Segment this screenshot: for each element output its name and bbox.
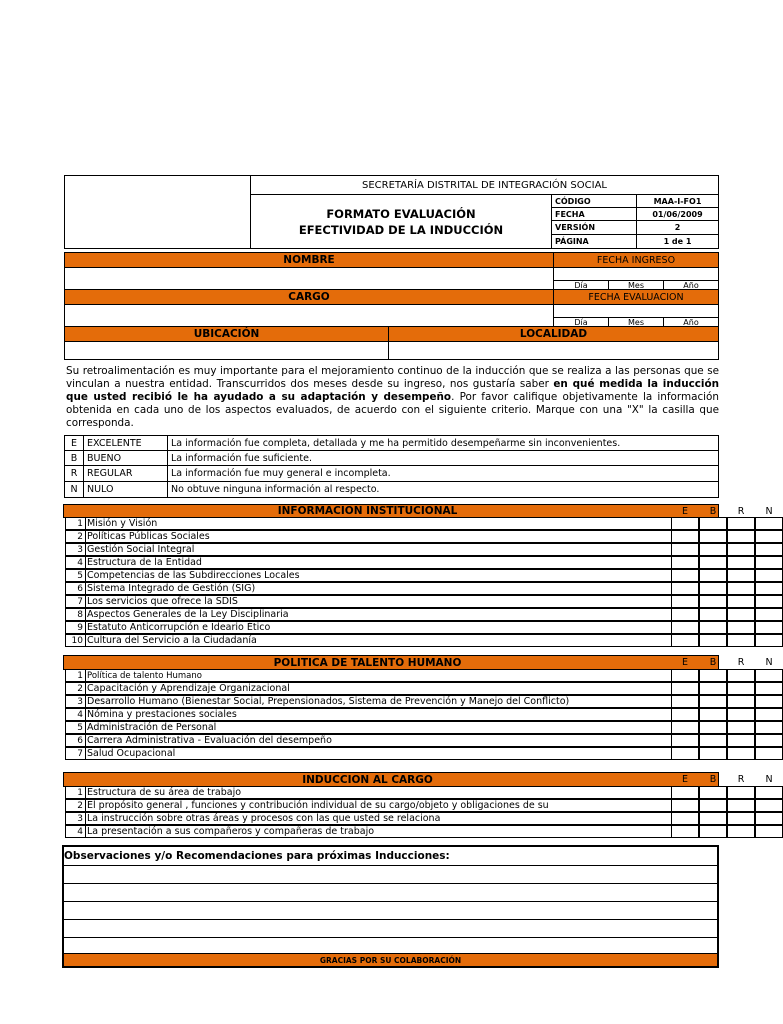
rating-col-b: B: [709, 657, 717, 668]
criteria-code: R: [64, 465, 84, 482]
meta-label: PÁGINA: [551, 234, 637, 249]
rating-cell-n[interactable]: [755, 543, 783, 556]
table-row: [65, 799, 718, 812]
table-row: [65, 634, 718, 647]
row-number: 10: [65, 634, 86, 647]
rating-cell-b[interactable]: [699, 608, 727, 621]
rating-cell-r[interactable]: [727, 721, 755, 734]
rating-cell-e[interactable]: [671, 608, 699, 621]
footer-thanks: GRACIAS POR SU COLABORACIÓN: [64, 953, 717, 966]
rating-cell-n[interactable]: [755, 669, 783, 682]
fecha-ingreso-field[interactable]: [553, 267, 719, 281]
rating-cell-e[interactable]: [671, 595, 699, 608]
rating-cell-b[interactable]: [699, 669, 727, 682]
ubicacion-header: UBICACIÓN: [64, 326, 389, 342]
table-row: [65, 517, 718, 530]
rating-cell-e[interactable]: [671, 695, 699, 708]
row-label: Cultura del Servicio a la Ciudadanía: [85, 634, 672, 647]
rating-cell-n[interactable]: [755, 786, 783, 799]
dia-label: Día: [553, 280, 609, 290]
row-number: 4: [65, 825, 86, 838]
rating-col-e: E: [681, 505, 688, 517]
row-label: Los servicios que ofrece la SDIS: [85, 595, 672, 608]
row-number: 4: [65, 708, 86, 721]
rating-cell-n[interactable]: [755, 634, 783, 647]
section-cargo-header: [63, 772, 773, 787]
rating-cell-n[interactable]: [755, 517, 783, 530]
rating-cell-n[interactable]: [755, 708, 783, 721]
rating-cell-r[interactable]: [727, 556, 755, 569]
row-number: 8: [65, 608, 86, 621]
intro-text-bold: en qué medida la inducción que usted recibió le ha ayudado a su adaptación y desempeño: [66, 378, 720, 403]
rating-cell-r[interactable]: [727, 799, 755, 812]
ubicacion-field[interactable]: [64, 341, 389, 360]
rating-cell-r[interactable]: [727, 682, 755, 695]
rating-cell-n[interactable]: [755, 747, 783, 760]
row-number: 3: [65, 543, 86, 556]
rating-cell-e[interactable]: [671, 569, 699, 582]
table-row: [65, 708, 718, 721]
rating-col-b: B: [709, 505, 717, 517]
row-label: Estructura de la Entidad: [85, 556, 672, 569]
section-title: POLITICA DE TALENTO HUMANO: [273, 656, 462, 669]
rating-cell-r[interactable]: [727, 608, 755, 621]
section-title: INDUCCION AL CARGO: [302, 773, 433, 786]
row-label: La presentación a sus compañeros y compañeras de trabajo: [85, 825, 672, 838]
rating-cell-n[interactable]: [755, 721, 783, 734]
rating-col-e: E: [681, 657, 688, 668]
rating-cell-r[interactable]: [727, 595, 755, 608]
header-title-box: [250, 194, 552, 249]
row-number: 4: [65, 556, 86, 569]
row-number: 3: [65, 695, 86, 708]
rating-cell-r[interactable]: [727, 517, 755, 530]
rating-cell-n[interactable]: [755, 695, 783, 708]
row-number: 5: [65, 569, 86, 582]
table-row: [65, 582, 718, 595]
row-number: 5: [65, 721, 86, 734]
section-title: INFORMACION INSTITUCIONAL: [277, 505, 458, 517]
row-number: 2: [65, 682, 86, 695]
row-number: 9: [65, 621, 86, 634]
row-label: Políticas Públicas Sociales: [85, 530, 672, 543]
criteria-name: REGULAR: [83, 465, 168, 482]
rating-cell-e[interactable]: [671, 556, 699, 569]
observaciones-line[interactable]: [64, 865, 717, 883]
header-title-line2: EFECTIVIDAD DE LA INDUCCIÓN: [298, 222, 504, 237]
rating-cell-e[interactable]: [671, 517, 699, 530]
rating-cell-b[interactable]: [699, 582, 727, 595]
rating-cell-n[interactable]: [755, 682, 783, 695]
rating-cell-e[interactable]: [671, 543, 699, 556]
table-row: [65, 556, 718, 569]
rating-cell-n[interactable]: [755, 734, 783, 747]
criteria-name: BUENO: [83, 450, 168, 466]
rating-col-n: N: [765, 505, 773, 517]
rating-cell-r[interactable]: [727, 734, 755, 747]
rating-cell-e[interactable]: [671, 825, 699, 838]
rating-cell-e[interactable]: [671, 621, 699, 634]
meta-label: VERSIÓN: [551, 220, 637, 235]
rating-cell-e[interactable]: [671, 634, 699, 647]
criteria-code: N: [64, 481, 84, 498]
cargo-field[interactable]: [64, 304, 554, 327]
criteria-desc: La información fue completa, detallada y me ha permitido desempeñarme sin inconvenientes.: [167, 435, 719, 451]
rating-cell-n[interactable]: [755, 812, 783, 825]
mes-label: Mes: [608, 317, 664, 327]
rating-cell-b[interactable]: [699, 825, 727, 838]
meta-label: FECHA: [551, 207, 637, 221]
row-label: Misión y Visión: [85, 517, 672, 530]
table-row: [65, 825, 718, 838]
observaciones-box: [62, 845, 719, 968]
rating-cell-n[interactable]: [755, 530, 783, 543]
rating-col-r: R: [737, 657, 745, 668]
row-label: Desarrollo Humano (Bienestar Social, Prepensionados, Sistema de Prevención y Manejo del Conflicto): [85, 695, 672, 708]
rating-col-e: E: [681, 774, 688, 785]
rating-cell-n[interactable]: [755, 556, 783, 569]
rating-cell-b[interactable]: [699, 799, 727, 812]
meta-value: 1 de 1: [636, 234, 719, 249]
localidad-header: LOCALIDAD: [388, 326, 719, 342]
criteria-code: B: [64, 450, 84, 466]
rating-cell-e[interactable]: [671, 786, 699, 799]
rating-cell-n[interactable]: [755, 621, 783, 634]
table-row: [65, 621, 718, 634]
row-label: Competencias de las Subdirecciones Locales: [85, 569, 672, 582]
criteria-desc: La información fue suficiente.: [167, 450, 719, 466]
row-number: 6: [65, 734, 86, 747]
rating-col-n: N: [765, 657, 773, 668]
intro-text-2: . Por favor califique objetivamente la información obtenida en cada uno de los aspectos evaluados, de acuerdo con el siguiente criterio. Marque con una "X" la casilla que corresponda.: [66, 391, 720, 429]
table-row: [65, 721, 718, 734]
table-row: [65, 682, 718, 695]
rating-cell-r[interactable]: [727, 621, 755, 634]
intro-text-1: Su retroalimentación es muy importante para el mejoramiento continuo de la inducción que se realiza a las personas que se vinculan a nuestra entidad. Transcurridos dos meses desde su ingreso, nos gustaría saber: [66, 365, 719, 390]
rating-col-b: B: [709, 774, 717, 785]
intro-paragraph: [66, 365, 719, 430]
rating-cell-e[interactable]: [671, 747, 699, 760]
row-label: La instrucción sobre otras áreas y procesos con las que usted se relaciona: [85, 812, 672, 825]
anio-label: Año: [663, 317, 719, 327]
rating-cell-n[interactable]: [755, 582, 783, 595]
row-label: Salud Ocupacional: [85, 747, 672, 760]
rating-cell-r[interactable]: [727, 634, 755, 647]
row-label: Administración de Personal: [85, 721, 672, 734]
rating-cell-r[interactable]: [727, 786, 755, 799]
table-row: [65, 734, 718, 747]
observaciones-line[interactable]: [64, 919, 717, 937]
rating-cell-r[interactable]: [727, 708, 755, 721]
rating-cell-r[interactable]: [727, 530, 755, 543]
rating-cell-b[interactable]: [699, 621, 727, 634]
rating-cell-b[interactable]: [699, 530, 727, 543]
criteria-desc: La información fue muy general e incompleta.: [167, 465, 719, 482]
rating-cell-e[interactable]: [671, 812, 699, 825]
header-logo-box: [64, 175, 251, 249]
rating-cell-e[interactable]: [671, 530, 699, 543]
rating-cell-b[interactable]: [699, 543, 727, 556]
meta-value: 01/06/2009: [636, 207, 719, 221]
row-number: 3: [65, 812, 86, 825]
rating-cell-n[interactable]: [755, 569, 783, 582]
row-number: 6: [65, 582, 86, 595]
rating-cell-r[interactable]: [727, 812, 755, 825]
row-number: 1: [65, 517, 86, 530]
localidad-field[interactable]: [388, 341, 719, 360]
criteria-name: NULO: [83, 481, 168, 498]
observaciones-label: Observaciones y/o Recomendaciones para próximas Inducciones:: [64, 850, 450, 862]
rating-cell-b[interactable]: [699, 721, 727, 734]
row-label: El propósito general , funciones y contribución individual de su cargo/objeto y obligaciones de su: [85, 799, 672, 812]
observaciones-line[interactable]: [64, 883, 717, 901]
rating-cell-r[interactable]: [727, 825, 755, 838]
rating-cell-e[interactable]: [671, 582, 699, 595]
fecha-evaluacion-field[interactable]: [553, 304, 719, 318]
table-row: [65, 695, 718, 708]
rating-cell-n[interactable]: [755, 595, 783, 608]
meta-value: 2: [636, 220, 719, 235]
rating-cell-b[interactable]: [699, 812, 727, 825]
rating-cell-e[interactable]: [671, 799, 699, 812]
rating-cell-b[interactable]: [699, 695, 727, 708]
rating-cell-b[interactable]: [699, 556, 727, 569]
row-label: Estructura de su área de trabajo: [85, 786, 672, 799]
cargo-header: CARGO: [64, 289, 554, 305]
row-number: 1: [65, 786, 86, 799]
observaciones-line[interactable]: [64, 901, 717, 919]
row-number: 7: [65, 747, 86, 760]
observaciones-line[interactable]: [64, 937, 717, 953]
row-label: Gestión Social Integral: [85, 543, 672, 556]
table-row: [65, 595, 718, 608]
fecha-ingreso-header: FECHA INGRESO: [553, 252, 719, 268]
nombre-header: NOMBRE: [64, 252, 554, 268]
row-number: 2: [65, 799, 86, 812]
rating-cell-b[interactable]: [699, 747, 727, 760]
meta-label: CÓDIGO: [551, 194, 637, 208]
rating-cell-b[interactable]: [699, 517, 727, 530]
criteria-desc: No obtuve ninguna información al respecto.: [167, 481, 719, 498]
row-label: Aspectos Generales de la Ley Disciplinaria: [85, 608, 672, 621]
nombre-field[interactable]: [64, 267, 554, 290]
table-row: [65, 747, 718, 760]
rating-cell-r[interactable]: [727, 582, 755, 595]
rating-cell-b[interactable]: [699, 682, 727, 695]
rating-col-n: N: [765, 774, 773, 785]
table-row: [65, 812, 718, 825]
row-label: Carrera Administrativa - Evaluación del desempeño: [85, 734, 672, 747]
table-row: [65, 543, 718, 556]
row-number: 7: [65, 595, 86, 608]
row-label: Estatuto Anticorrupción e Ideario Ético: [85, 621, 672, 634]
row-label: Capacitación y Aprendizaje Organizacional: [85, 682, 672, 695]
section-institucional-header: [63, 504, 773, 518]
rating-cell-e[interactable]: [671, 721, 699, 734]
rating-cell-b[interactable]: [699, 734, 727, 747]
criteria-code: E: [64, 435, 84, 451]
table-row: [65, 530, 718, 543]
rating-cell-n[interactable]: [755, 825, 783, 838]
anio-label: Año: [663, 280, 719, 290]
dia-label: Día: [553, 317, 609, 327]
table-row: [65, 786, 718, 799]
rating-cell-b[interactable]: [699, 708, 727, 721]
rating-cell-e[interactable]: [671, 669, 699, 682]
rating-cell-n[interactable]: [755, 608, 783, 621]
fecha-evaluacion-header: FECHA EVALUACION: [553, 289, 719, 305]
row-label: Nómina y prestaciones sociales: [85, 708, 672, 721]
rating-cell-r[interactable]: [727, 569, 755, 582]
section-talento-header: [63, 655, 773, 670]
rating-cell-b[interactable]: [699, 786, 727, 799]
row-number: 2: [65, 530, 86, 543]
rating-cell-b[interactable]: [699, 634, 727, 647]
rating-cell-n[interactable]: [755, 799, 783, 812]
rating-col-r: R: [737, 505, 745, 517]
table-row: [65, 608, 718, 621]
rating-col-r: R: [737, 774, 745, 785]
rating-cell-e[interactable]: [671, 682, 699, 695]
header-org: SECRETARÍA DISTRITAL DE INTEGRACIÓN SOCIAL: [250, 175, 719, 195]
rating-cell-r[interactable]: [727, 669, 755, 682]
criteria-name: EXCELENTE: [83, 435, 168, 451]
mes-label: Mes: [608, 280, 664, 290]
meta-value: MAA-I-FO1: [636, 194, 719, 208]
table-row: [65, 669, 718, 682]
rating-cell-e[interactable]: [671, 734, 699, 747]
rating-cell-r[interactable]: [727, 695, 755, 708]
table-row: [65, 569, 718, 582]
rating-cell-b[interactable]: [699, 569, 727, 582]
row-number: 1: [65, 669, 86, 682]
row-label: Política de talento Humano: [85, 669, 672, 682]
rating-cell-e[interactable]: [671, 708, 699, 721]
row-label: Sistema Integrado de Gestión (SIG): [85, 582, 672, 595]
header-title-line1: FORMATO EVALUACIÓN: [326, 206, 476, 221]
rating-cell-r[interactable]: [727, 747, 755, 760]
rating-cell-r[interactable]: [727, 543, 755, 556]
rating-cell-b[interactable]: [699, 595, 727, 608]
